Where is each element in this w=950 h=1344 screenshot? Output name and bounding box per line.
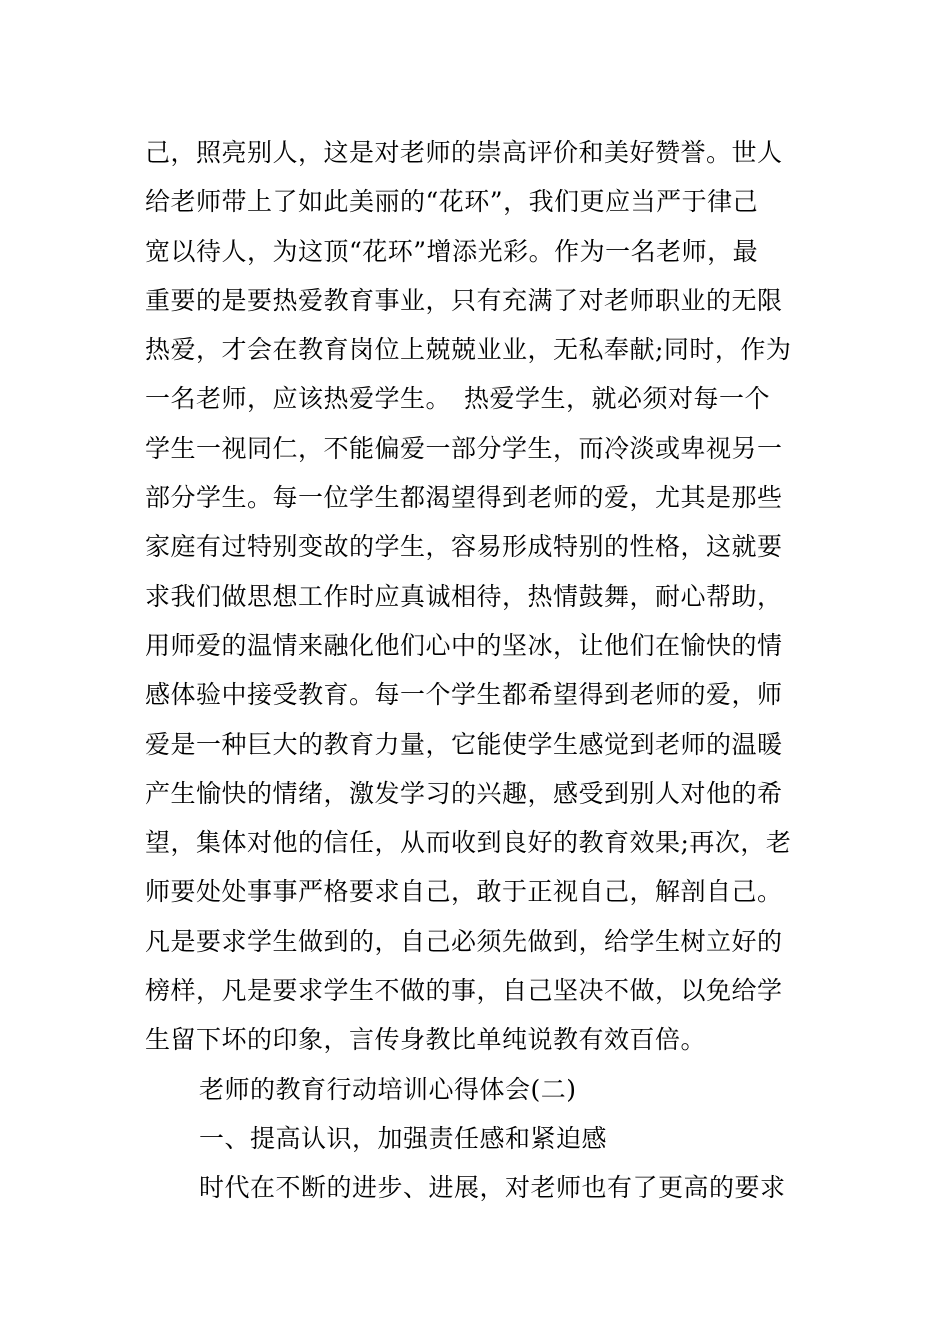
body-line: 产生愉快的情绪，激发学习的兴趣，感受到别人对他的希	[145, 778, 783, 808]
subheading: 一、提高认识，加强责任感和紧迫感	[199, 1123, 608, 1153]
body-line: 用师爱的温情来融化他们心中的坚冰，让他们在愉快的情	[145, 630, 783, 660]
body-line: 求我们做思想工作时应真诚相待，热情鼓舞，耐心帮助，	[145, 581, 783, 611]
body-line: 部分学生。每一位学生都渴望得到老师的爱，尤其是那些	[145, 483, 783, 513]
body-line: 凡是要求学生做到的，自己必须先做到，给学生树立好的	[145, 926, 783, 956]
body-line: 家庭有过特别变故的学生，容易形成特别的性格，这就要	[145, 532, 783, 562]
section-title: 老师的教育行动培训心得体会(二)	[199, 1074, 577, 1104]
body-line: 己，照亮别人，这是对老师的崇高评价和美好赞誉。世人	[145, 138, 783, 167]
body-line-last: 时代在不断的进步、进展，对老师也有了更高的要求	[199, 1173, 786, 1203]
body-line: 一名老师，应该热爱学生。 热爱学生，就必须对每一个	[145, 384, 771, 414]
document-body	[145, 128, 810, 1213]
body-line: 师要处处事事严格要求自己，敢于正视自己，解剖自己。	[145, 877, 783, 907]
body-line: 热爱，才会在教育岗位上兢兢业业，无私奉献;同时，作为	[145, 335, 792, 365]
body-line: 重要的是要热爱教育事业，只有充满了对老师职业的无限	[145, 285, 783, 315]
body-line: 学生一视同仁，不能偏爱一部分学生，而冷淡或卑视另一	[145, 433, 783, 463]
body-line: 给老师带上了如此美丽的“花环”，我们更应当严于律己	[145, 187, 759, 217]
body-line: 爱是一种巨大的教育力量，它能使学生感觉到老师的温暖	[145, 729, 783, 759]
body-line: 望，集体对他的信任，从而收到良好的教育效果;再次，老	[145, 828, 792, 858]
body-line: 榜样，凡是要求学生不做的事，自己坚决不做，以免给学	[145, 976, 783, 1006]
body-line: 感体验中接受教育。每一个学生都希望得到老师的爱，师	[145, 680, 783, 710]
body-line: 宽以待人，为这顶“花环”增添光彩。作为一名老师，最	[145, 236, 759, 266]
body-line: 生留下坏的印象，言传身教比单纯说教有效百倍。	[145, 1025, 707, 1055]
